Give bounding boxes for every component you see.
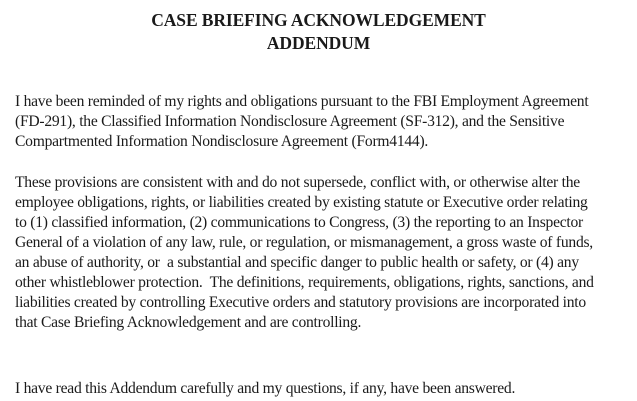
text-line: I have read this Addendum carefully and my questions, if any, have been answered. <box>15 380 516 397</box>
paragraph-rights-reminder <box>15 92 635 152</box>
text-line: other whistleblower protection. The definitions, requirements, obligations, rights, sanctions, and <box>15 274 594 291</box>
paragraph-provisions <box>15 173 635 333</box>
document-title-line-1: CASE BRIEFING ACKNOWLEDGEMENT <box>151 10 486 30</box>
paragraph-acknowledgement-statement <box>15 379 635 399</box>
text-line: to (1) classified information, (2) communications to Congress, (3) the reporting to an Inspector <box>15 214 583 231</box>
text-line: These provisions are consistent with and do not supersede, conflict with, or otherwise alter the <box>15 174 580 191</box>
text-line: General of a violation of any law, rule, or regulation, or mismanagement, a gross waste of funds, <box>15 234 593 251</box>
text-line: employee obligations, rights, or liabilities created by existing statute or Executive order relating <box>15 194 588 211</box>
text-line: that Case Briefing Acknowledgement and are controlling. <box>15 314 362 331</box>
document-title-line-2: ADDENDUM <box>266 33 371 53</box>
text-line: (FD-291), the Classified Information Nondisclosure Agreement (SF-312), and the Sensitive <box>15 113 565 130</box>
text-line: liabilities created by controlling Executive orders and statutory provisions are incorporated into <box>15 294 586 311</box>
text-line: an abuse of authority, or a substantial and specific danger to public health or safety, or (4) any <box>15 254 579 271</box>
text-line: Compartmented Information Nondisclosure Agreement (Form4144). <box>15 133 429 150</box>
text-line: I have been reminded of my rights and obligations pursuant to the FBI Employment Agreement <box>15 93 589 110</box>
